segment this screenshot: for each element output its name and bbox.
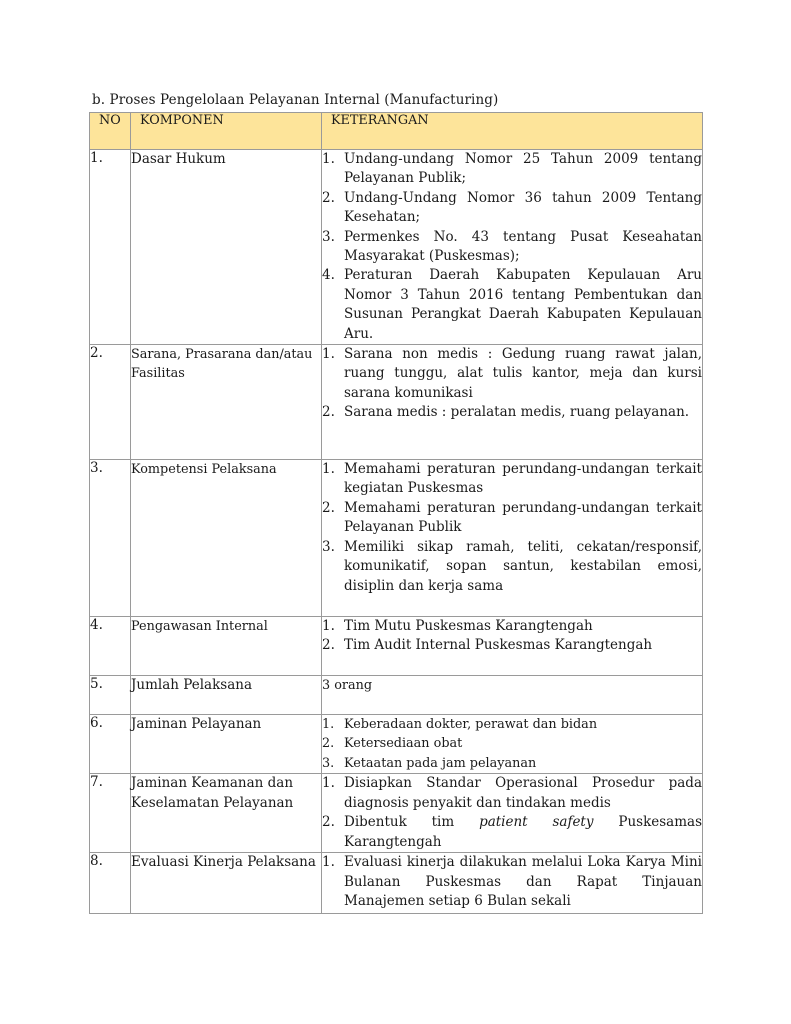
row-number: 1. xyxy=(90,150,131,345)
header-keterangan: KETERANGAN xyxy=(322,113,703,150)
row-komponen: Evaluasi Kinerja Pelaksana xyxy=(131,853,322,914)
keterangan-list xyxy=(322,460,702,596)
list-item: 1. Tim Mutu Puskesmas Karangtengah xyxy=(322,618,593,635)
keterangan-list xyxy=(322,150,702,344)
row-number: 3. xyxy=(90,460,131,617)
table-row xyxy=(90,774,703,853)
row-number: 6. xyxy=(90,715,131,774)
list-item: 2. Tim Audit Internal Puskesmas Karangtengah xyxy=(322,637,653,654)
table-row xyxy=(90,617,703,676)
list-item: 1. Memahami peraturan perundang-undangan terkait kegiatan Puskesmas xyxy=(322,461,702,497)
list-item: 2. Sarana medis : peralatan medis, ruang pelayanan. xyxy=(322,404,690,421)
row-keterangan xyxy=(322,460,703,617)
row-keterangan xyxy=(322,853,703,914)
table-header-row xyxy=(90,113,703,150)
row-keterangan xyxy=(322,774,703,853)
list-item: 2. Ketersediaan obat xyxy=(322,736,463,752)
row-keterangan xyxy=(322,150,703,345)
row-komponen: Jaminan Keamanan dan Keselamatan Pelayanan xyxy=(131,774,322,853)
row-number: 4. xyxy=(90,617,131,676)
table-row xyxy=(90,853,703,914)
row-number: 2. xyxy=(90,345,131,460)
row-komponen: Jaminan Pelayanan xyxy=(131,715,322,774)
section-heading: b. Proses Pengelolaan Pelayanan Internal (Manufacturing) xyxy=(92,92,499,108)
row-komponen: Sarana, Prasarana dan/atau Fasilitas xyxy=(131,345,322,460)
row-komponen: Pengawasan Internal xyxy=(131,617,322,676)
table-row xyxy=(90,345,703,460)
row-keterangan xyxy=(322,617,703,676)
table-row xyxy=(90,715,703,774)
row-komponen: Kompetensi Pelaksana xyxy=(131,460,322,617)
list-item: 3. Permenkes No. 43 tentang Pusat Keseahatan Masyarakat (Puskesmas); xyxy=(322,228,702,265)
service-process-table xyxy=(89,112,703,914)
keterangan-list xyxy=(322,774,702,852)
list-item: 2. Undang-Undang Nomor 36 tahun 2009 Tentang Kesehatan; xyxy=(322,189,702,226)
row-keterangan: 3 orang xyxy=(322,676,703,715)
table-row xyxy=(90,460,703,617)
list-item: 1. Undang-undang Nomor 25 Tahun 2009 tentang Pelayanan Publik; xyxy=(322,151,702,187)
row-keterangan xyxy=(322,715,703,774)
list-item: 2. Dibentuk tim patient safety Puskesamas Karangtengah xyxy=(322,814,702,850)
keterangan-list xyxy=(322,853,702,911)
list-item: 1. Keberadaan dokter, perawat dan bidan xyxy=(322,717,598,733)
header-no: NO xyxy=(90,113,131,150)
row-komponen: Jumlah Pelaksana xyxy=(131,676,322,715)
row-number: 8. xyxy=(90,853,131,914)
keterangan-list xyxy=(322,715,702,773)
list-item: 4. Peraturan Daerah Kabupaten Kepulauan Aru Nomor 3 Tahun 2016 tentang Pembentukan dan Susunan Perangkat Daerah Kabupaten Kepulauan Aru. xyxy=(322,267,702,342)
list-item: 3. Memiliki sikap ramah, teliti, cekatan/responsif, komunikatif, sopan santun, kestabilan emosi, disiplin dan kerja sama xyxy=(322,538,702,594)
list-item: 2. Memahami peraturan perundang-undangan terkait Pelayanan Publik xyxy=(322,499,702,536)
keterangan-list xyxy=(322,345,702,423)
list-item: 3. Ketaatan pada jam pelayanan xyxy=(322,755,537,771)
row-komponen: Dasar Hukum xyxy=(131,150,322,345)
list-item: 1. Evaluasi kinerja dilakukan melalui Loka Karya Mini Bulanan Puskesmas dan Rapat Tinjauan Manajemen setiap 6 Bulan sekali xyxy=(322,854,702,910)
list-item: 1. Disiapkan Standar Operasional Prosedur pada diagnosis penyakit dan tindakan medis xyxy=(322,775,702,811)
table-row xyxy=(90,676,703,715)
header-komponen: KOMPONEN xyxy=(131,113,322,150)
row-number: 5. xyxy=(90,676,131,715)
keterangan-list xyxy=(322,617,702,656)
row-number: 7. xyxy=(90,774,131,853)
row-keterangan xyxy=(322,345,703,460)
list-item: 1. Sarana non medis : Gedung ruang rawat jalan, ruang tunggu, alat tulis kantor, meja dan kursi sarana komunikasi xyxy=(322,346,702,401)
table-row xyxy=(90,150,703,345)
